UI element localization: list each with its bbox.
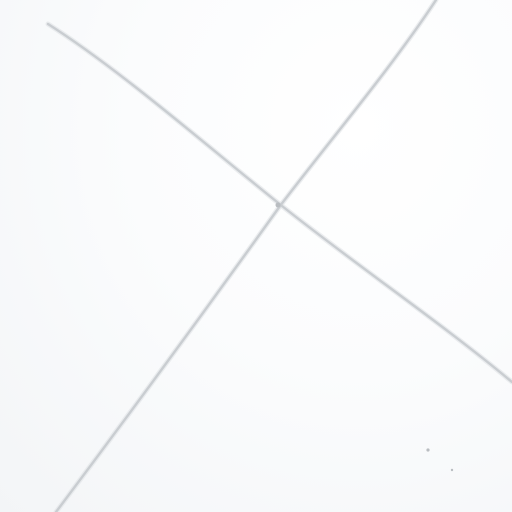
- crease-intersection: [276, 203, 281, 208]
- crease-diagonal-a: [48, 24, 512, 382]
- paper-speck: [451, 469, 453, 471]
- paper-speck: [426, 448, 429, 451]
